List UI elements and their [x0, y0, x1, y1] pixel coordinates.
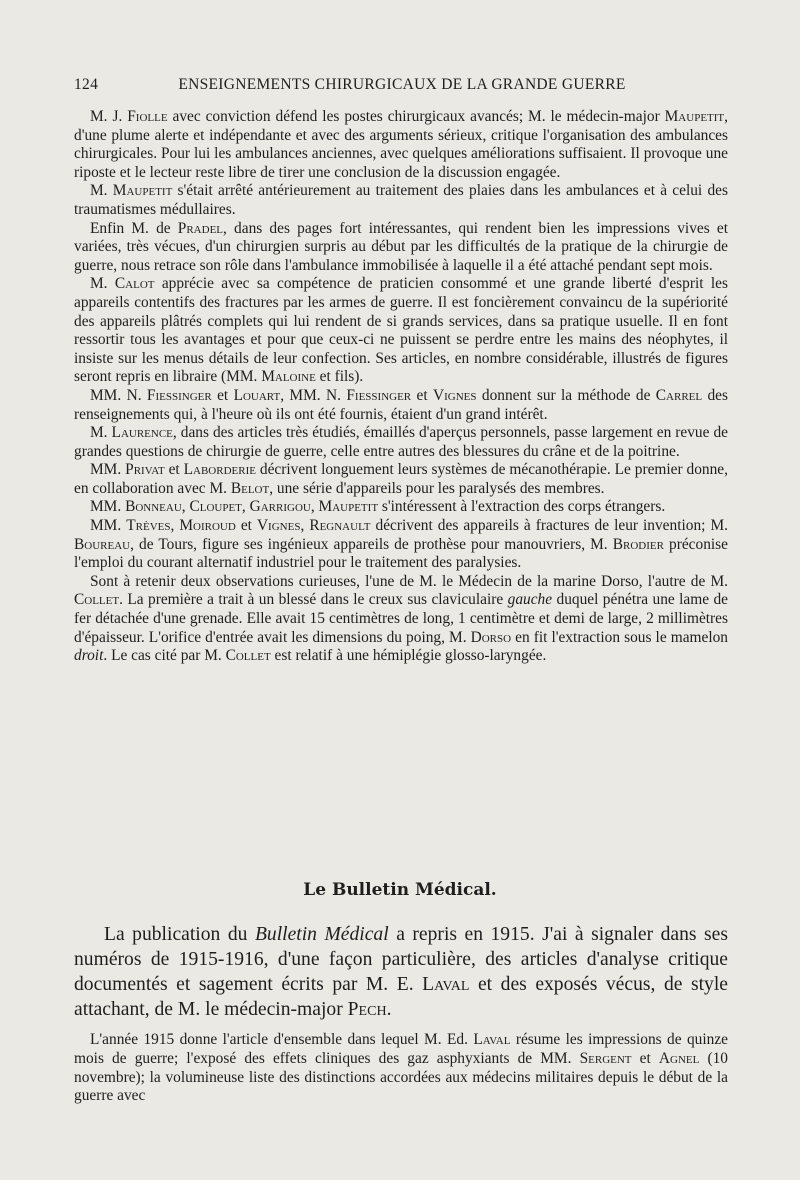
text-run: apprécie avec sa compétence de praticien consommé et une grande liberté d'esprit les appareils contentifs des fractures par les armes de guerre. Il est foncièrement convaincu de la supériorité des appareils plâtrés complets qui lui rendent de si grands services, dans sa pratique usuelle. Il en font ressortir tous les avantages et pour que ceux-ci ne puissent se perdre entre les mains des néophytes, il insiste sur les menus détails de leur confection. Ses articles, en nombre considérable, illustrés de figures seront repris en libraire (MM.	[74, 275, 728, 386]
text-run: avec conviction défend les postes chirurgicaux avancés; M. le médecin-major	[167, 108, 665, 125]
text-run: , dans des pages fort intéressantes, qui rendent bien les impressions vives et variées, très vécues, d'un chirurgien surpris au début par les difficultés de la pratique de la chirurgie de guerre, nous retrace son rôle dans l'ambulance immobilisée à laquelle il a été attaché pendant sept mois.	[74, 219, 728, 274]
paragraph-privat	[74, 461, 728, 498]
author-name: Calot	[114, 275, 155, 293]
author-name: Maupetit	[112, 182, 173, 200]
text-run: et	[164, 461, 184, 479]
text-run: MM.	[90, 461, 126, 479]
author-name: Laborderie	[183, 461, 256, 479]
text-run: décrivent longuement leurs systèmes de mécanothérapie. Le premier donne, en collaboration avec M.	[74, 461, 728, 497]
closing-text	[74, 1031, 728, 1106]
text-run: décrivent des appareils à fractures de leur invention; M.	[370, 517, 728, 535]
author-name: Carrel	[655, 386, 703, 404]
text-run: (10 novembre); la volumineuse liste des distinctions accordées aux médecins militaires depuis le début de la guerre avec	[74, 1049, 728, 1105]
author-name: Laval	[422, 974, 470, 995]
page-number: 124	[74, 76, 99, 93]
author-name: Boureau	[74, 535, 131, 553]
author-name: Belot	[230, 479, 270, 497]
page-header	[74, 76, 724, 94]
text-run: a repris en 1915. J'ai à signaler dans ses numéros de 1915-1916, d'une façon particulière, des articles d'analyse critique documentés et sagement écrits par M. E.	[74, 924, 729, 995]
author-name: Vignes	[433, 386, 477, 404]
text-run: duquel pénétra une lame de fer détachée d'une grenade. Elle avait 15 centimètres de long, 1 centimètre et demi de large, 2 millimètres d'épaisseur. L'orifice d'entrée avait les dimensions du poing, M.	[74, 591, 728, 646]
text-run: , d'une plume alerte et indépendante et avec des arguments sérieux, critique l'organisation des ambulances chirurgicales. Pour lui les ambulances anciennes, avec quelques améliorations suffisaient. Il provoque une riposte et le lecteur reste libre de tirer une conclusion de la discussion engagée.	[74, 108, 728, 181]
text-run: MM.	[90, 517, 127, 535]
text-run: M.	[90, 424, 112, 442]
text-run: est relatif à une hémiplégie glosso-laryngée.	[270, 647, 547, 665]
author-name: Fiolle	[127, 108, 168, 125]
journal-title: Bulletin Médical	[254, 924, 389, 945]
author-name: Maupetit	[664, 108, 725, 125]
paragraph-pradel	[74, 220, 728, 276]
text-run: donnent sur la méthode de	[476, 386, 656, 404]
text-run: ,	[170, 517, 180, 535]
author-name: Brodier	[612, 535, 664, 553]
paragraph-calot	[74, 275, 728, 387]
text-run: et	[411, 386, 434, 404]
section-heading: Le Bulletin Médical.	[303, 880, 497, 900]
text-run: , MM. N.	[280, 386, 347, 404]
text-run: s'était arrêté antérieurement au traitement des plaies dans les ambulances et à celui des traumatismes médullaires.	[74, 182, 728, 218]
author-name: Privat	[125, 461, 165, 479]
author-name: Agnel	[658, 1049, 700, 1067]
paragraph-bonneau	[74, 498, 728, 517]
author-name: Regnault	[309, 517, 371, 535]
author-name: Pech	[347, 999, 387, 1020]
paragraph-laurence	[74, 424, 728, 461]
author-name: Collet	[74, 591, 120, 609]
author-name: Laval	[473, 1031, 511, 1048]
paragraph-bulletin-intro	[74, 922, 728, 1022]
text-run: L'année 1915 donne l'article d'ensemble dans lequel M. Ed.	[90, 1031, 474, 1048]
author-name: Trèves	[126, 517, 171, 535]
author-name: Vignes	[256, 517, 301, 535]
text-run: en fit l'extraction sous le mamelon	[511, 628, 728, 646]
text-run: s'intéressent à l'extraction des corps étrangers.	[378, 498, 666, 516]
text-run: M.	[90, 182, 113, 200]
paragraph-fiolle	[74, 108, 728, 182]
author-name: Louart	[233, 386, 281, 404]
paragraph-maupetit	[74, 182, 728, 219]
author-name: Bonneau, Cloupet, Garrigou, Maupetit	[125, 498, 379, 516]
author-name: Fiessinger	[346, 386, 412, 404]
running-title: ENSEIGNEMENTS CHIRURGICAUX DE LA GRANDE GUERRE	[178, 76, 626, 93]
emphasis: droit	[74, 647, 104, 665]
text-run: .	[386, 999, 392, 1020]
text-run: ,	[300, 517, 310, 535]
body-text	[74, 108, 728, 666]
text-run: M. J.	[90, 108, 128, 125]
text-run: , de Tours, figure ses ingénieux appareils de prothèse pour manouvriers, M.	[130, 535, 613, 553]
publisher-name: Maloine	[261, 368, 316, 386]
text-run: . Le cas cité par M.	[103, 647, 226, 665]
text-run: et fils).	[315, 368, 364, 386]
text-run: préconise l'emploi du courant alternatif industriel pour le traitement des paralysies.	[74, 535, 728, 572]
emphasis: gauche	[507, 591, 553, 609]
text-run: , dans des articles très étudiés, émaillés d'aperçus personnels, passe largement en revue de grandes questions de chirurgie de guerre, celle entre autres des blessures du crâne et de la poitrine.	[74, 424, 728, 460]
text-run: des renseignements qui, à l'heure où ils ont été fournis, étaient d'un grand intérêt.	[74, 386, 728, 423]
text-run: MM.	[90, 498, 126, 516]
paragraph-annee-1915	[74, 1031, 728, 1106]
text-run: et des exposés vécus, de style attachant, de M. le médecin-major	[74, 974, 728, 1020]
text-run: La publication du	[104, 924, 255, 945]
author-name: Moiroud	[179, 517, 236, 535]
paragraph-fiessinger	[74, 387, 728, 424]
text-run: M.	[90, 275, 115, 293]
text-run: Enfin M. de	[90, 219, 178, 237]
text-run: et	[211, 386, 234, 404]
author-name: Laurence	[111, 424, 173, 442]
paragraph-treves	[74, 517, 728, 573]
text-run: , une série d'appareils pour les paralysés des membres.	[269, 479, 605, 497]
text-run: et	[631, 1049, 659, 1067]
text-run: résume les impressions de quinze mois de guerre; l'exposé des effets cliniques des gaz asphyxiants de MM.	[74, 1031, 728, 1067]
author-name: Fiessinger	[146, 386, 212, 404]
text-run: MM. N.	[90, 386, 147, 404]
text-run: . La première a trait à un blessé dans le creux sus claviculaire	[119, 591, 508, 609]
author-name: Sergent	[579, 1049, 632, 1067]
author-name: Dorso	[470, 628, 512, 646]
lead-paragraph	[74, 922, 728, 1022]
paragraph-observations	[74, 573, 728, 666]
author-name: Collet	[225, 647, 271, 665]
text-run: Sont à retenir deux observations curieuses, l'une de M. le Médecin de la marine Dorso, l'autre de M.	[90, 572, 728, 590]
author-name: Pradel	[177, 219, 224, 237]
text-run: et	[235, 517, 257, 535]
